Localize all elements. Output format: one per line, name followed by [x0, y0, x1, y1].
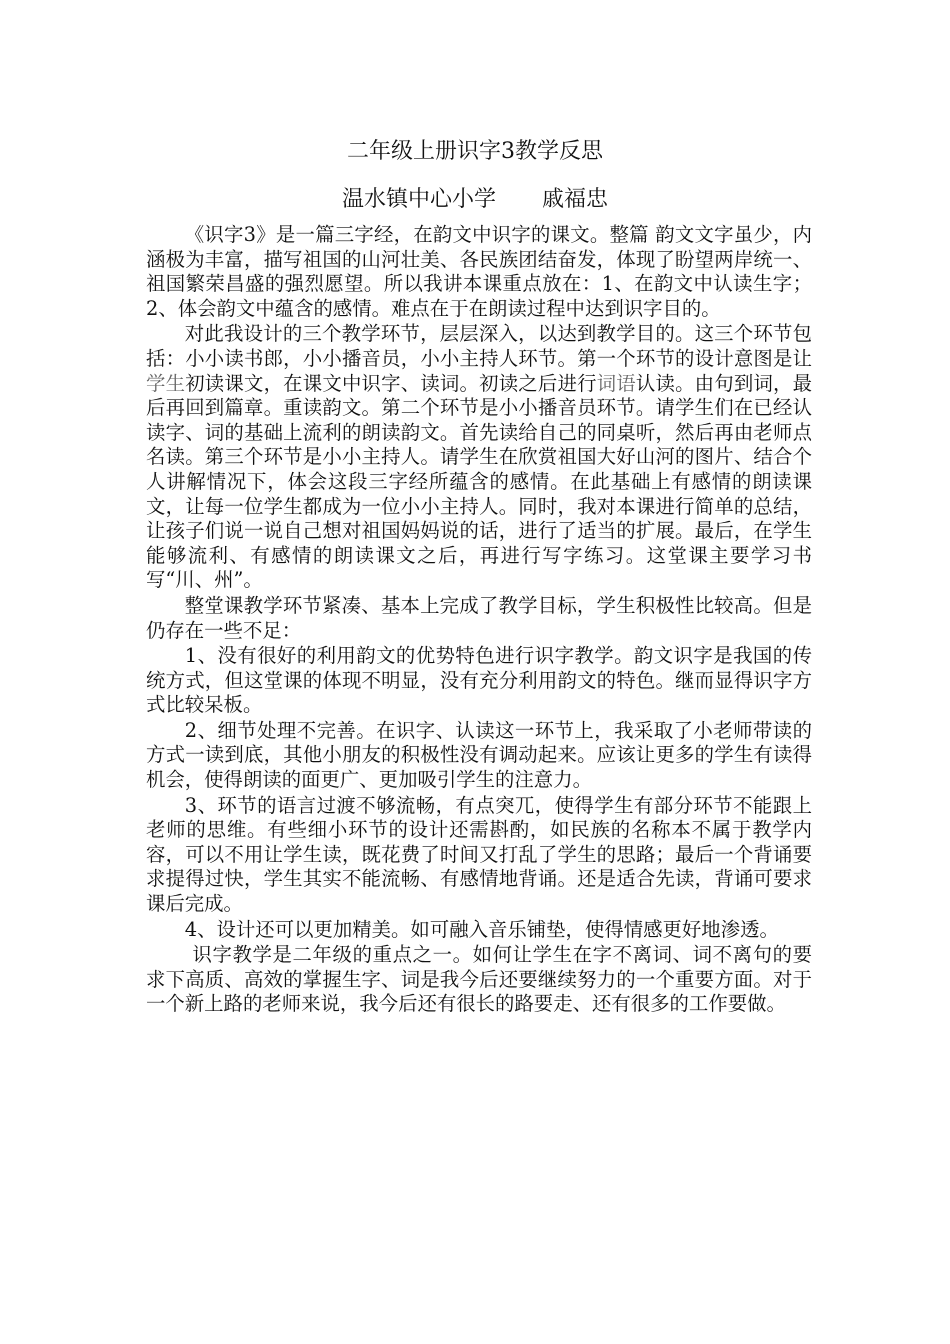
text-segment: 1、没有很好的利用韵文的优势特色进行识字教学。韵文识字是我国的传统方式，但这堂课的体现不明显，没有充分利用韵文的特色。继而显得识字方式比较呆板。	[146, 644, 812, 717]
text-segment: 初读课文，在课文中识字、读词。初读之后进行	[185, 371, 597, 395]
paragraph-3	[146, 594, 812, 643]
paragraph-8	[146, 943, 812, 1017]
author-line	[0, 185, 950, 215]
text-segment: 对此我设计的三个教学环节，层层深入，以达到教学目的。这三个环节包括：小小读书郎，小小播音员，小小主持人环节。第一个环节的设计意图是让	[146, 322, 812, 370]
text-segment: 识字教学是二年级的重点之一。如何让学生在字不离词、词不离句的要求下高质、高效的掌握生字、词是我今后还要继续努力的一个重要方面。对于一个新上路的老师来说，我今后还有很长的路要走、还有很多的工作要做。	[146, 943, 812, 1016]
text-segment: 3、环节的语言过渡不够流畅，有点突兀，使得学生有部分环节不能跟上老师的思维。有些细小环节的设计还需斟酌，如民族的名称本不属于教学内容，可以不用让学生读，既花费了时间又打乱了学生的思路；最后一个背诵要求提得过快，学生其实不能流畅、有感情地背诵。还是适合先读，背诵可要求课后完成。	[146, 793, 812, 916]
paragraph-6	[146, 794, 812, 917]
text-segment: 2、细节处理不完善。在识字、认读这一环节上，我采取了小老师带读的方式一读到底，其他小朋友的积极性没有调动起来。应该让更多的学生有读得机会，使得朗读的面更广、更加吸引学生的注意力。	[146, 718, 812, 792]
paragraph-1	[146, 223, 812, 321]
text-segment: 《识字3》是一篇三字经，在韵文中识字的课文。整篇 韵文文字虽少，内涵极为丰富，描写祖国的山河壮美、各民族团结奋发，体现了盼望两岸统一、祖国繁荣昌盛的强烈愿望。所以我讲本课重点放在：1、在韵文中认读生字；2、体会韵文中蕴含的感情。难点在于在朗读过程中达到识字目的。	[146, 223, 812, 320]
document-title: 二年级上册识字3教学反思	[347, 139, 603, 164]
text-segment: 4、设计还可以更加精美。如可融入音乐铺垫，使得情感更好地渗透。	[184, 917, 779, 941]
body-text	[146, 223, 812, 1017]
author-name: 戚福忠	[542, 187, 609, 212]
paragraph-7	[146, 918, 812, 943]
paragraph-5	[146, 719, 812, 793]
highlighted-word: 学生	[146, 371, 186, 395]
school-name: 温水镇中心小学	[341, 187, 496, 212]
paragraph-2	[146, 322, 812, 593]
highlighted-word: 词语	[596, 371, 636, 395]
text-segment: 整堂课教学环节紧凑、基本上完成了教学目标，学生积极性比较高。但是仍存在一些不足：	[146, 593, 812, 642]
paragraph-4	[146, 644, 812, 718]
text-segment: 认读。由句到词，最后再回到篇章。重读韵文。第二个环节是小小播音员环节。请学生们在已经认读字、词的基础上流利的朗读韵文。首先读给自己的同桌听，然后再由老师点名读。第三个环节是小小主持人。请学生在欣赏祖国大好山河的图片、结合个人讲解情况下，体会这段三字经所蕴含的感情。在此基础上有感情的朗读课文，让每一位学生都成为一位小小主持人。同时，我对本课进行简单的总结，让孩子们说一说自己想对祖国妈妈说的话，进行了适当的扩展。最后，在学生能够流利、有感情的朗读课文之后，再进行写字练习。这堂课主要学习书写“川、州”。	[146, 371, 813, 592]
